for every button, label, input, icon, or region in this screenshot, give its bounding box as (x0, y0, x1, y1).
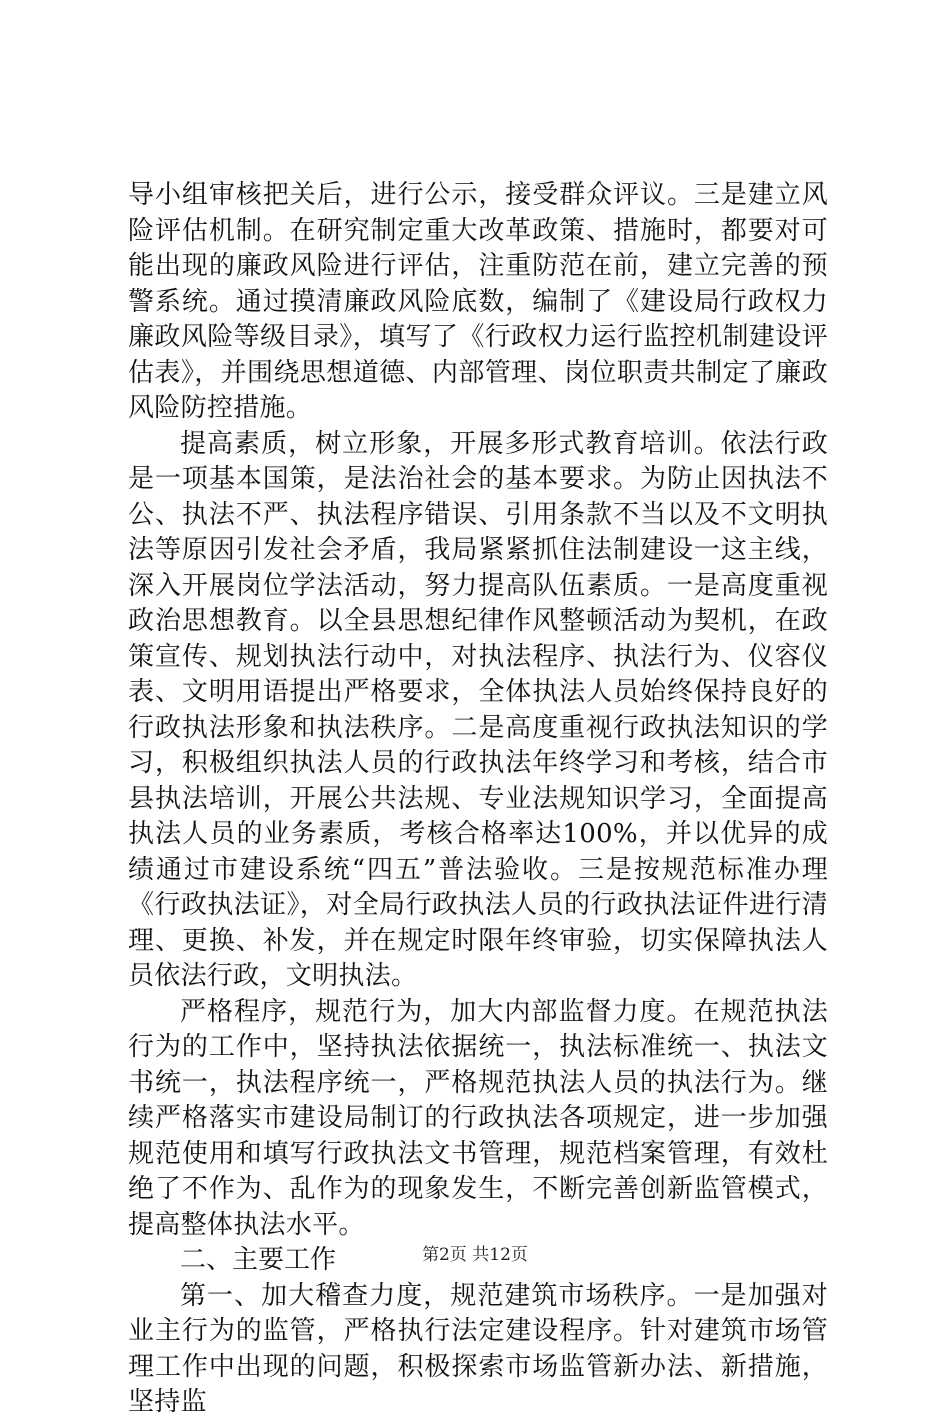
paragraph-4: 第一、加大稽查力度，规范建筑市场秩序。一是加强对业主行为的监管，严格执行法定建设程序。针对建筑市场管理工作中出现的问题，积极探索市场监管新办法、新措施，坚持监 (128, 1280, 828, 1417)
paragraph-2: 提高素质，树立形象，开展多形式教育培训。依法行政是一项基本国策，是法治社会的基本要求。为防止因执法不公、执法不严、执法程序错误、引用条款不当以及不文明执法等原因引发社会矛盾，我局紧紧抓住法制建设一这主线，深入开展岗位学法活动，努力提高队伍素质。一是高度重视政治思想教育。以全县思想纪律作风整顿活动为契机，在政策宣传、规划执法行动中，对执法程序、执法行为、仪容仪表、文明用语提出严格要求，全体执法人员始终保持良好的行政执法形象和执法秩序。二是高度重视行政执法知识的学习，积极组织执法人员的行政执法年终学习和考核，结合市县执法培训，开展公共法规、专业法规知识学习，全面提高执法人员的业务素质，考核合格率达100%，并以优异的成绩通过市建设系统“四五”普法验收。三是按规范标准办理《行政执法证》，对全局行政执法人员的行政执法证件进行清理、更换、补发，并在规定时限年终审验，切实保障执法人员依法行政，文明执法。 (128, 428, 828, 991)
page-footer: 第2页 共12页 (422, 1245, 528, 1265)
paragraph-3: 严格程序，规范行为，加大内部监督力度。在规范执法行为的工作中，坚持执法依据统一，执法标准统一、执法文书统一，执法程序统一，严格规范执法人员的执法行为。继续严格落实市建设局制订的行政执法各项规定，进一步加强规范使用和填写行政执法文书管理，规范档案管理，有效杜绝了不作为、乱作为的现象发生，不断完善创新监管模式，提高整体执法水平。 (128, 996, 828, 1240)
paragraph-1: 导小组审核把关后，进行公示，接受群众评议。三是建立风险评估机制。在研究制定重大改革政策、措施时，都要对可能出现的廉政风险进行评估，注重防范在前，建立完善的预警系统。通过摸清廉政风险底数，编制了《建设局行政权力廉政风险等级目录》，填写了《行政权力运行监控机制建设评估表》，并围绕思想道德、内部管理、岗位职责共制定了廉政风险防控措施。 (128, 180, 828, 423)
section-heading: 二、主要工作 (180, 1245, 337, 1275)
document-body (128, 178, 828, 1421)
